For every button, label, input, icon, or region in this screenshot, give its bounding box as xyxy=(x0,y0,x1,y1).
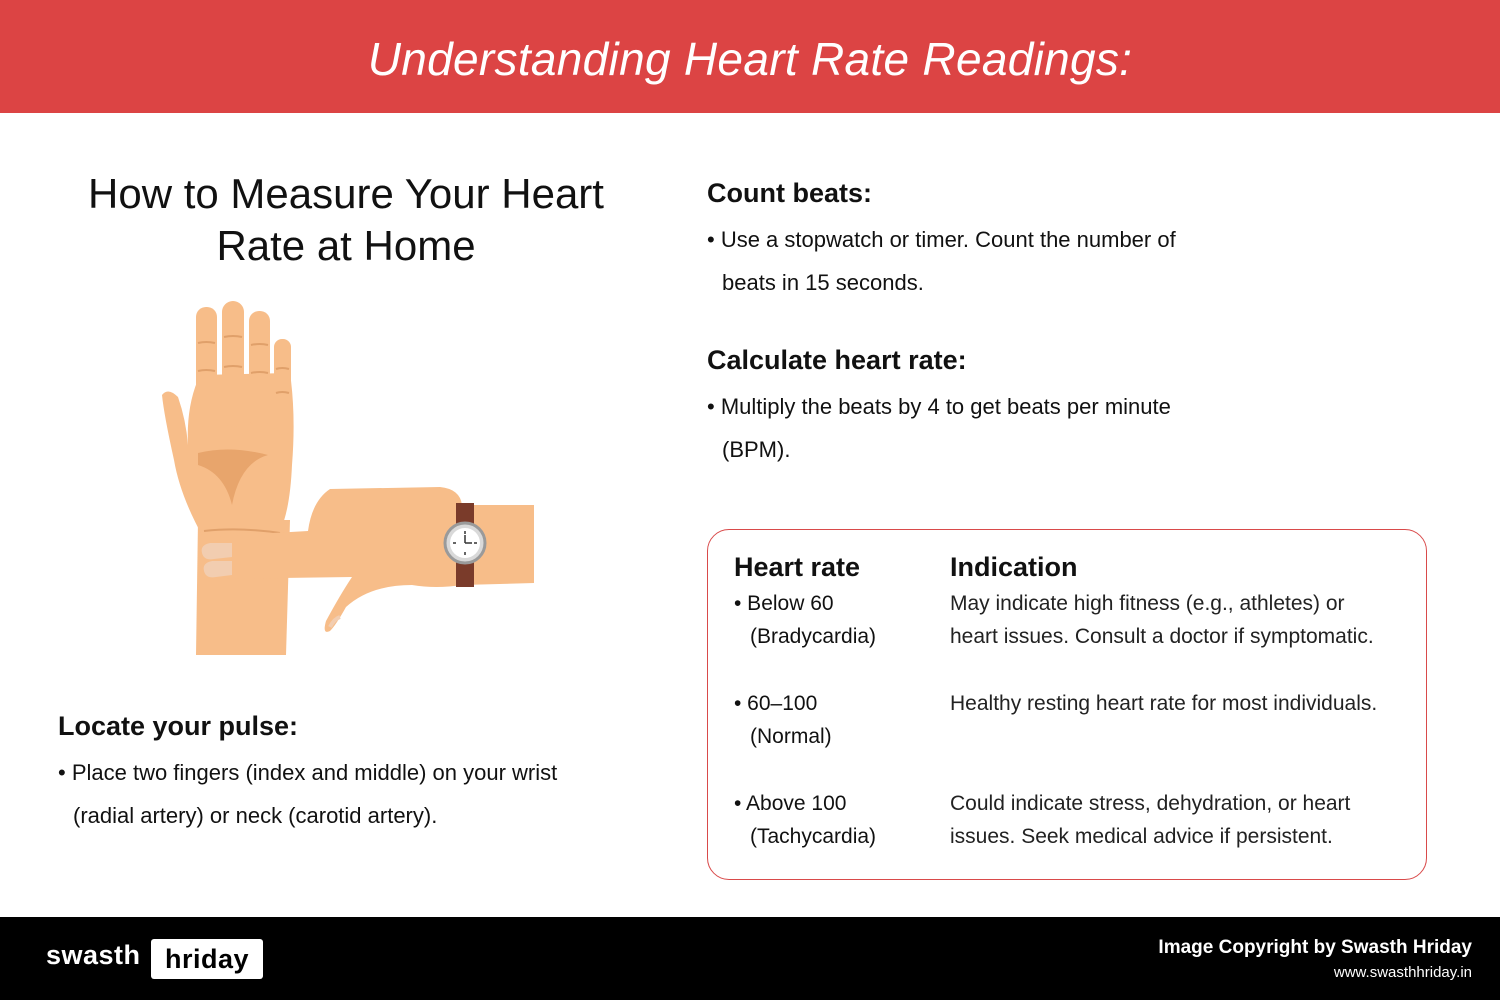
table-row-rate xyxy=(734,787,876,853)
indication-line1: Healthy resting heart rate for most individuals. xyxy=(950,692,1378,715)
table-row-rate xyxy=(734,687,832,753)
rate-range: • 60–100 xyxy=(734,692,818,715)
finger-ring xyxy=(249,311,270,427)
count-beats-line2: beats in 15 seconds. xyxy=(722,270,924,295)
table-row-indication xyxy=(950,787,1350,853)
section-title-line1: How to Measure Your Heart xyxy=(88,170,604,217)
indication-line1: Could indicate stress, dehydration, or heart xyxy=(950,792,1351,815)
page-title: Understanding Heart Rate Readings: xyxy=(367,33,1133,85)
calculate-rate-heading: Calculate heart rate: xyxy=(707,345,967,375)
logo-text-swasth: swasth xyxy=(46,940,141,970)
copyright-text: Image Copyright by Swasth Hriday xyxy=(1158,937,1472,958)
header-banner xyxy=(0,0,1500,113)
calculate-rate-line2: (BPM). xyxy=(722,437,791,462)
rate-range: • Above 100 xyxy=(734,792,847,815)
fingertip-2 xyxy=(204,561,232,577)
fingertip-1 xyxy=(202,543,232,559)
locate-pulse-text xyxy=(58,751,557,837)
count-beats-heading: Count beats: xyxy=(707,178,872,208)
table-header-rate: Heart rate xyxy=(734,552,861,582)
section-title-line2: Rate at Home xyxy=(216,222,476,269)
indication-line2: issues. Seek medical advice if persistent. xyxy=(950,825,1333,848)
finger-middle xyxy=(222,301,244,427)
count-beats-text xyxy=(707,218,1176,304)
website-link[interactable]: www.swasthhriday.in xyxy=(1333,964,1472,981)
locate-pulse-line1: • Place two fingers (index and middle) on your wrist xyxy=(58,760,558,785)
rate-category: (Normal) xyxy=(750,725,832,748)
rate-range: • Below 60 xyxy=(734,592,834,615)
locate-pulse-heading: Locate your pulse: xyxy=(58,711,299,741)
calculate-rate-text xyxy=(707,385,1171,471)
indication-line1: May indicate high fitness (e.g., athletes) or xyxy=(950,592,1345,615)
table-row-indication xyxy=(950,687,1377,720)
table-row-rate xyxy=(734,587,876,653)
finger-index xyxy=(196,307,217,427)
logo-text-hriday: hriday xyxy=(151,939,263,979)
rate-category: (Tachycardia) xyxy=(750,825,877,848)
calculate-rate-line1: • Multiply the beats by 4 to get beats per minute xyxy=(707,394,1171,419)
locate-pulse-line2: (radial artery) or neck (carotid artery). xyxy=(73,803,438,828)
rate-category: (Bradycardia) xyxy=(750,625,877,648)
table-header-indication: Indication xyxy=(950,552,1078,582)
pulse-check-illustration xyxy=(140,295,560,665)
finger-pinky xyxy=(274,339,291,435)
section-title xyxy=(40,168,652,272)
table-row-indication xyxy=(950,587,1374,653)
count-beats-line1: • Use a stopwatch or timer. Count the number of xyxy=(707,227,1176,252)
indication-line2: heart issues. Consult a doctor if symptomatic. xyxy=(950,625,1374,648)
